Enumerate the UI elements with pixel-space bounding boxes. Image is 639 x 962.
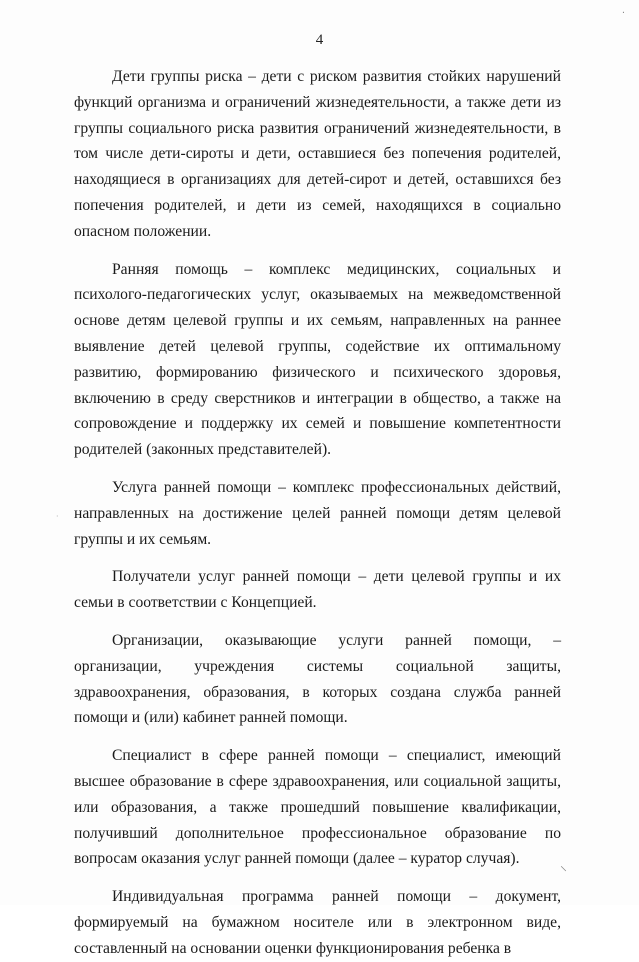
scan-artifact-dot: ·: [56, 512, 59, 521]
paragraph-individual-program: Индивидуальная программа ранней помощи – документ, формируемый на бумажном носителе или в электронном виде, составленный на основании оценки функционирования ребенка в: [74, 888, 561, 957]
paragraph-service-recipients: Получатели услуг ранней помощи – дети целевой группы и их семьи в соответствии с Концепцией.: [74, 568, 561, 612]
scan-artifact-mark: ·: [621, 8, 625, 19]
page-number: 4: [315, 32, 324, 48]
paragraph-service-organizations: Организации, оказывающие услуги ранней помощи, – организации, учреждения системы социальной защиты, здравоохранения, образования, в которых создана служба ранней помощи и (или) кабинет ранней помощи.: [74, 631, 561, 727]
paragraph-early-help-specialist: Специалист в сфере ранней помощи – специалист, имеющий высшее образование в сфере здравоохранения, или социальной защиты, или образования, а также прошедший повышение квалификации, получивший дополнительное профессиональное образование по вопросам оказания услуг ранней помощи (далее – куратор случая).: [74, 747, 561, 868]
paragraph-early-help-service: Услуга ранней помощи – комплекс профессиональных действий, направленных на достижение целей ранней помощи детям целевой группы и их семьям.: [74, 478, 561, 548]
paragraph-children-at-risk: Дети группы риска – дети с риском развития стойких нарушений функций организма и ограничений жизнедеятельности, а также дети из группы социального риска развития ограничений жизнедеятельности, в том числе дети-сироты и дети, оставшиеся без попечения родителей, находящиеся в организациях для детей-сирот и детей, оставшихся без попечения родителей, и дети из семей, находящихся в социально опасном положении.: [74, 68, 561, 240]
document-body: [74, 64, 561, 962]
paragraph-early-help: Ранняя помощь – комплекс медицинских, социальных и психолого-педагогических услуг, оказываемых на межведомственной основе детям целевой группы и их семьям, направленных на раннее выявление детей целевой группы, содействие их оптимальному развитию, формированию физического и психического здоровья, включению в среду сверстников и интеграции в общество, а также на сопровождение и поддержку их семей и повышение компетентности родителей (законных представителей).: [74, 260, 561, 459]
handwritten-mark: ⸌: [560, 864, 567, 880]
